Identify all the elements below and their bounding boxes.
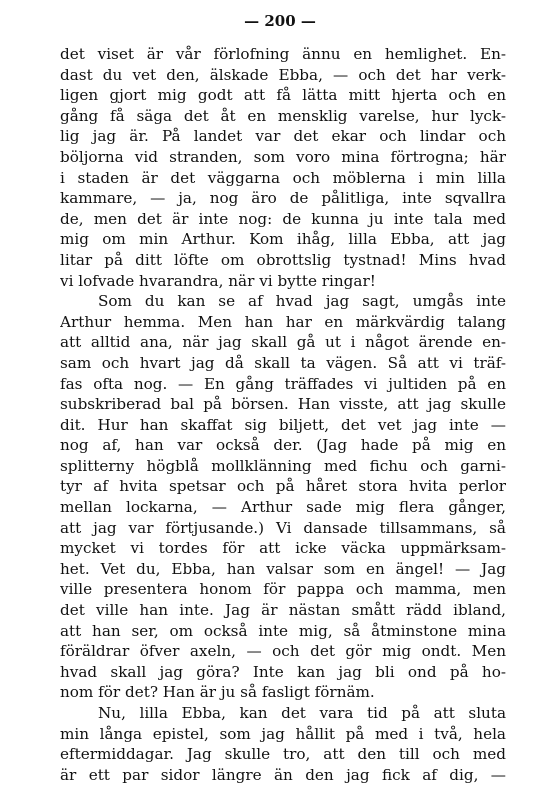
text-line: het. Vet du, Ebba, han valsar som en ängel! — Jag xyxy=(60,559,506,578)
text-line: att han ser, om också inte mig, så åtminstone mina xyxy=(60,621,506,640)
text-line: min långa epistel, som jag hållit på med i två, hela xyxy=(60,724,506,743)
text-line: mellan lockarna, — Arthur sade mig flera gånger, xyxy=(60,498,506,517)
text-line: dast du vet den, älskade Ebba, — och det har verk- xyxy=(60,65,506,84)
text-line: Arthur hemma. Men han har en märkvärdig talang xyxy=(60,312,506,331)
text-line: hvad skall jag göra? Inte kan jag bli ond på ho- xyxy=(60,662,506,681)
text-line: ville presentera honom för pappa och mamma, men xyxy=(60,580,506,599)
text-line: det viset är vår förlofning ännu en hemlighet. En- xyxy=(60,45,506,63)
text-line: lig jag är. På landet var det ekar och lindar och xyxy=(60,127,506,146)
text-line: de, men det är inte nog: de kunna ju inte tala med xyxy=(60,209,506,228)
text-line: litar på ditt löfte om obrottslig tystnad! Mins hvad xyxy=(60,250,506,269)
text-line: kammare, — ja, nog äro de pålitliga, inte sqvallra xyxy=(60,189,506,208)
text-line: att jag var förtjusande.) Vi dansade tillsammans, så xyxy=(60,518,506,537)
text-line: subskriberad bal på börsen. Han visste, att jag skulle xyxy=(60,395,506,414)
text-line: det ville han inte. Jag är nästan smått rädd ibland, xyxy=(60,601,506,620)
text-line: Nu, lilla Ebba, kan det vara tid på att sluta xyxy=(98,704,506,722)
text-line: fas ofta nog. — En gång träffades vi jultiden på en xyxy=(60,374,506,393)
text-line: eftermiddagar. Jag skulle tro, att den till och med xyxy=(60,745,506,764)
body-text xyxy=(60,44,506,785)
text-line: mig om min Arthur. Kom ihåg, lilla Ebba, att jag xyxy=(60,230,506,249)
text-line: är ett par sidor längre än den jag fick af dig, — xyxy=(60,765,506,784)
text-line: tyr af hvita spetsar och på håret stora hvita perlor xyxy=(60,477,506,496)
text-line: dit. Hur han skaffat sig biljett, det vet jag inte — xyxy=(60,415,506,434)
text-line: Som du kan se af hvad jag sagt, umgås inte xyxy=(98,292,506,311)
text-line: böljorna vid stranden, som voro mina förtrogna; här xyxy=(60,147,506,166)
text-line: ligen gjort mig godt att få lätta mitt hjerta och en xyxy=(60,86,506,105)
text-line: nom för det? Han är ju så fasligt förnäm. xyxy=(60,683,375,702)
text-line: nog af, han var också der. (Jag hade på mig en xyxy=(60,436,506,455)
text-line: sam och hvart jag då skall ta vägen. Så att vi träf- xyxy=(60,353,506,372)
text-line: föräldrar öfver axeln, — och det gör mig ondt. Men xyxy=(60,642,506,661)
text-line: vi lofvade hvarandra, när vi bytte ringar! xyxy=(60,271,376,290)
text-line: mycket vi tordes för att icke väcka uppmärksam- xyxy=(60,539,506,558)
text-line: i staden är det väggarna och möblerna i min lilla xyxy=(60,168,506,187)
page-number: — 200 — xyxy=(244,12,316,30)
text-line: gång få säga det åt en mensklig varelse, hur lyck- xyxy=(60,106,506,125)
text-line: att alltid ana, när jag skall gå ut i något ärende en- xyxy=(60,333,506,352)
text-line: splitterny högblå mollklänning med fichu och garni- xyxy=(60,456,506,475)
